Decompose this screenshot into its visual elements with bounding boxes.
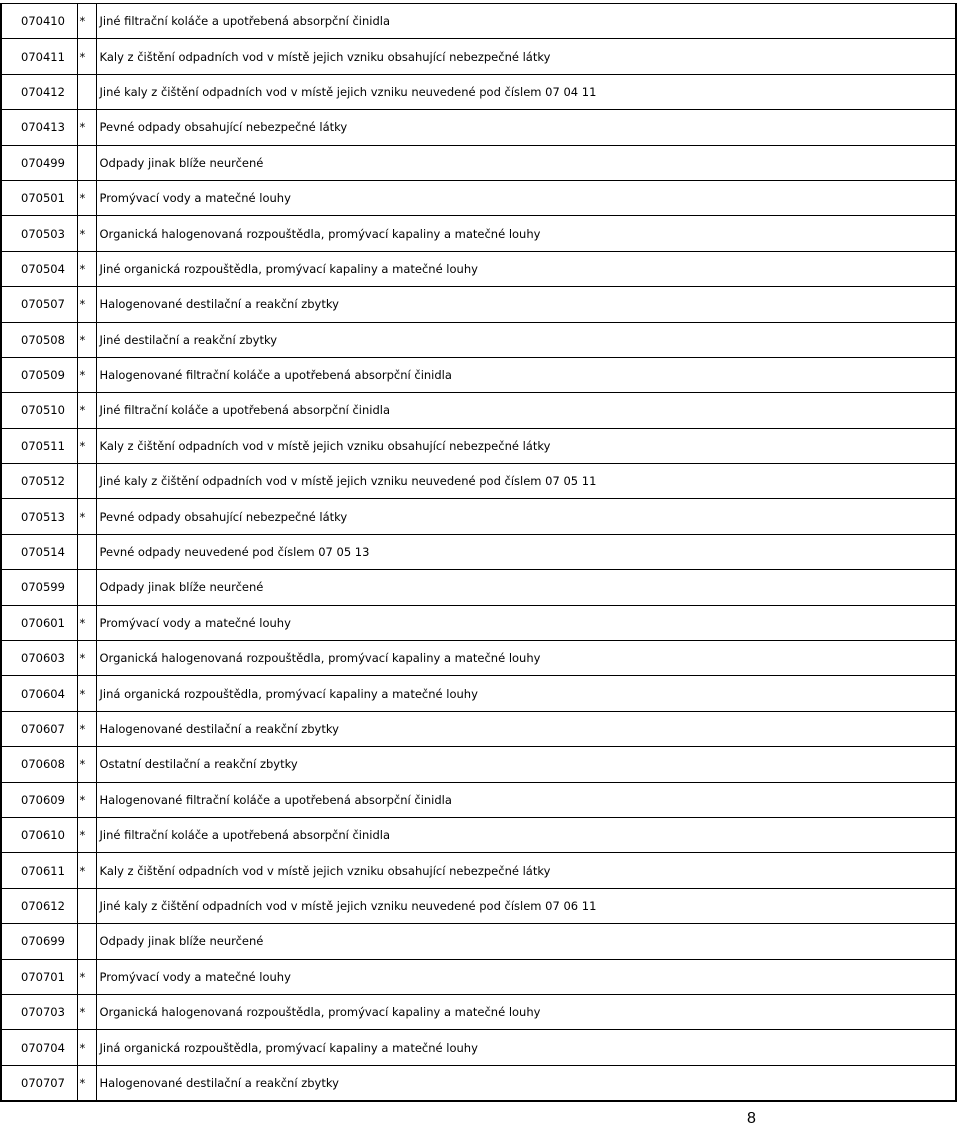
hazard-marker-cell: * xyxy=(77,605,96,640)
waste-description-cell: Odpady jinak blíže neurčené xyxy=(96,924,956,959)
waste-description-cell: Jiné filtrační koláče a upotřebená absorpční činidla xyxy=(96,393,956,428)
waste-code-cell: 070410 xyxy=(1,4,77,39)
waste-description-cell: Halogenované destilační a reakční zbytky xyxy=(96,1065,956,1101)
hazard-marker-cell xyxy=(77,888,96,923)
waste-code-cell: 070611 xyxy=(1,853,77,888)
waste-code-cell: 070501 xyxy=(1,180,77,215)
hazard-marker-cell xyxy=(77,924,96,959)
waste-description-cell: Ostatní destilační a reakční zbytky xyxy=(96,747,956,782)
waste-code-cell: 070513 xyxy=(1,499,77,534)
table-row xyxy=(1,924,956,959)
waste-code-cell: 070699 xyxy=(1,924,77,959)
table-row xyxy=(1,322,956,357)
waste-code-cell: 070703 xyxy=(1,994,77,1029)
waste-description-cell: Halogenované filtrační koláče a upotřebená absorpční činidla xyxy=(96,782,956,817)
table-row xyxy=(1,39,956,74)
hazard-marker-cell: * xyxy=(77,39,96,74)
waste-code-cell: 070411 xyxy=(1,39,77,74)
waste-description-cell: Pevné odpady obsahující nebezpečné látky xyxy=(96,499,956,534)
hazard-marker-cell: * xyxy=(77,287,96,322)
waste-code-cell: 070510 xyxy=(1,393,77,428)
waste-description-cell: Jiné kaly z čištění odpadních vod v místě jejich vzniku neuvedené pod číslem 07 06 11 xyxy=(96,888,956,923)
table-row xyxy=(1,534,956,569)
table-row xyxy=(1,570,956,605)
waste-code-cell: 070509 xyxy=(1,357,77,392)
table-row xyxy=(1,74,956,109)
hazard-marker-cell: * xyxy=(77,817,96,852)
table-row xyxy=(1,180,956,215)
waste-description-cell: Jiná organická rozpouštědla, promývací kapaliny a matečné louhy xyxy=(96,1030,956,1065)
hazard-marker-cell xyxy=(77,464,96,499)
waste-code-cell: 070603 xyxy=(1,641,77,676)
table-row xyxy=(1,747,956,782)
waste-description-cell: Jiné filtrační koláče a upotřebená absorpční činidla xyxy=(96,817,956,852)
hazard-marker-cell: * xyxy=(77,994,96,1029)
waste-description-cell: Promývací vody a matečné louhy xyxy=(96,180,956,215)
waste-code-cell: 070707 xyxy=(1,1065,77,1101)
waste-description-cell: Promývací vody a matečné louhy xyxy=(96,959,956,994)
table-row xyxy=(1,216,956,251)
table-row xyxy=(1,676,956,711)
hazard-marker-cell: * xyxy=(77,216,96,251)
waste-description-cell: Odpady jinak blíže neurčené xyxy=(96,145,956,180)
waste-description-cell: Organická halogenovaná rozpouštědla, promývací kapaliny a matečné louhy xyxy=(96,641,956,676)
waste-code-cell: 070413 xyxy=(1,110,77,145)
hazard-marker-cell: * xyxy=(77,499,96,534)
waste-code-cell: 070607 xyxy=(1,711,77,746)
waste-code-cell: 070599 xyxy=(1,570,77,605)
hazard-marker-cell: * xyxy=(77,676,96,711)
waste-description-cell: Pevné odpady obsahující nebezpečné látky xyxy=(96,110,956,145)
table-row xyxy=(1,464,956,499)
table-row xyxy=(1,994,956,1029)
table-row xyxy=(1,641,956,676)
table-row xyxy=(1,428,956,463)
waste-description-cell: Jiné organická rozpouštědla, promývací kapaliny a matečné louhy xyxy=(96,251,956,286)
hazard-marker-cell: * xyxy=(77,782,96,817)
hazard-marker-cell: * xyxy=(77,393,96,428)
page-number: 8 xyxy=(747,1110,756,1127)
table-row xyxy=(1,888,956,923)
table-row xyxy=(1,145,956,180)
hazard-marker-cell: * xyxy=(77,110,96,145)
waste-description-cell: Jiná organická rozpouštědla, promývací kapaliny a matečné louhy xyxy=(96,676,956,711)
table-row xyxy=(1,959,956,994)
waste-description-cell: Organická halogenovaná rozpouštědla, promývací kapaliny a matečné louhy xyxy=(96,216,956,251)
hazard-marker-cell: * xyxy=(77,322,96,357)
waste-code-cell: 070507 xyxy=(1,287,77,322)
hazard-marker-cell: * xyxy=(77,959,96,994)
waste-code-cell: 070610 xyxy=(1,817,77,852)
table-body xyxy=(1,4,956,1102)
waste-code-cell: 070701 xyxy=(1,959,77,994)
hazard-marker-cell: * xyxy=(77,641,96,676)
waste-code-cell: 070508 xyxy=(1,322,77,357)
table-row xyxy=(1,251,956,286)
table-row xyxy=(1,853,956,888)
waste-catalogue-table xyxy=(0,3,957,1102)
waste-code-cell: 070514 xyxy=(1,534,77,569)
hazard-marker-cell xyxy=(77,534,96,569)
table-row xyxy=(1,711,956,746)
waste-description-cell: Jiné destilační a reakční zbytky xyxy=(96,322,956,357)
waste-code-cell: 070511 xyxy=(1,428,77,463)
hazard-marker-cell: * xyxy=(77,251,96,286)
hazard-marker-cell: * xyxy=(77,1030,96,1065)
waste-code-cell: 070604 xyxy=(1,676,77,711)
waste-code-cell: 070601 xyxy=(1,605,77,640)
waste-description-cell: Organická halogenovaná rozpouštědla, promývací kapaliny a matečné louhy xyxy=(96,994,956,1029)
waste-code-cell: 070704 xyxy=(1,1030,77,1065)
waste-description-cell: Halogenované destilační a reakční zbytky xyxy=(96,711,956,746)
hazard-marker-cell xyxy=(77,570,96,605)
hazard-marker-cell: * xyxy=(77,747,96,782)
table-row xyxy=(1,4,956,39)
waste-code-cell: 070499 xyxy=(1,145,77,180)
waste-description-cell: Jiné kaly z čištění odpadních vod v místě jejich vzniku neuvedené pod číslem 07 04 11 xyxy=(96,74,956,109)
waste-code-cell: 070612 xyxy=(1,888,77,923)
waste-code-cell: 070512 xyxy=(1,464,77,499)
waste-description-cell: Jiné kaly z čištění odpadních vod v místě jejich vzniku neuvedené pod číslem 07 05 11 xyxy=(96,464,956,499)
waste-code-cell: 070503 xyxy=(1,216,77,251)
waste-description-cell: Halogenované filtrační koláče a upotřebená absorpční činidla xyxy=(96,357,956,392)
hazard-marker-cell: * xyxy=(77,853,96,888)
waste-description-cell: Kaly z čištění odpadních vod v místě jejich vzniku obsahující nebezpečné látky xyxy=(96,853,956,888)
waste-description-cell: Pevné odpady neuvedené pod číslem 07 05 13 xyxy=(96,534,956,569)
hazard-marker-cell xyxy=(77,74,96,109)
hazard-marker-cell: * xyxy=(77,180,96,215)
waste-code-cell: 070504 xyxy=(1,251,77,286)
hazard-marker-cell xyxy=(77,145,96,180)
waste-code-cell: 070609 xyxy=(1,782,77,817)
waste-description-cell: Promývací vody a matečné louhy xyxy=(96,605,956,640)
waste-description-cell: Kaly z čištění odpadních vod v místě jejich vzniku obsahující nebezpečné látky xyxy=(96,39,956,74)
hazard-marker-cell: * xyxy=(77,357,96,392)
waste-description-cell: Jiné filtrační koláče a upotřebená absorpční činidla xyxy=(96,4,956,39)
table-row xyxy=(1,817,956,852)
table-row xyxy=(1,393,956,428)
table-row xyxy=(1,110,956,145)
hazard-marker-cell: * xyxy=(77,1065,96,1101)
waste-description-cell: Halogenované destilační a reakční zbytky xyxy=(96,287,956,322)
waste-description-cell: Odpady jinak blíže neurčené xyxy=(96,570,956,605)
table-row xyxy=(1,1030,956,1065)
waste-code-cell: 070412 xyxy=(1,74,77,109)
hazard-marker-cell: * xyxy=(77,711,96,746)
table-row xyxy=(1,605,956,640)
hazard-marker-cell: * xyxy=(77,428,96,463)
table-row xyxy=(1,499,956,534)
table-row xyxy=(1,287,956,322)
waste-code-cell: 070608 xyxy=(1,747,77,782)
table-row xyxy=(1,782,956,817)
table-row xyxy=(1,1065,956,1101)
hazard-marker-cell: * xyxy=(77,4,96,39)
table-row xyxy=(1,357,956,392)
waste-description-cell: Kaly z čištění odpadních vod v místě jejich vzniku obsahující nebezpečné látky xyxy=(96,428,956,463)
